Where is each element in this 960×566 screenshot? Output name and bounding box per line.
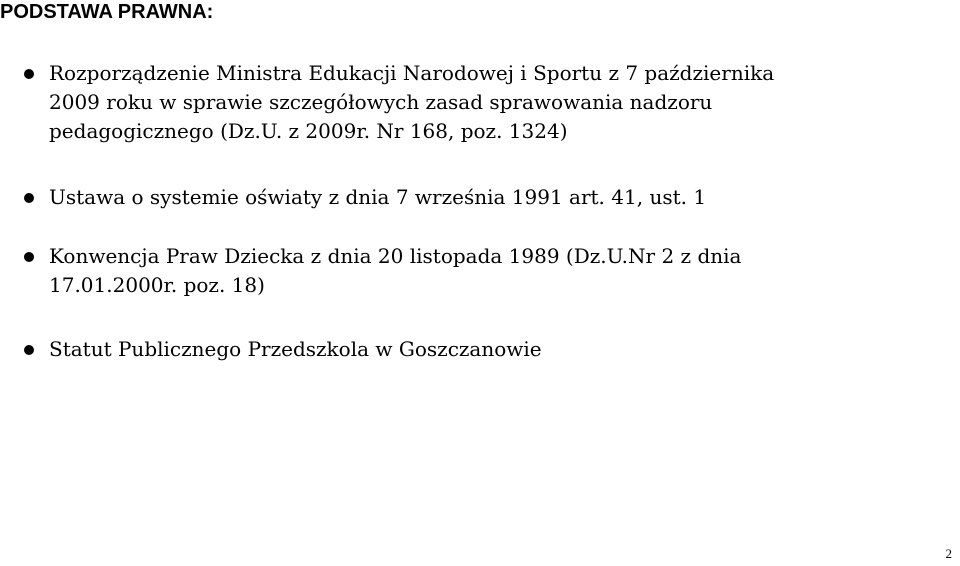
list-item-line: Statut Publicznego Przedszkola w Goszczanowie — [49, 337, 542, 361]
list-item-line: 2009 roku w sprawie szczegółowych zasad sprawowania nadzoru — [49, 90, 713, 114]
list-item-line: Ustawa o systemie oświaty z dnia 7 września 1991 art. 41, ust. 1 — [49, 185, 707, 209]
bullet-icon — [24, 69, 34, 79]
section-heading: PODSTAWA PRAWNA: — [0, 1, 214, 23]
list-item-line: Rozporządzenie Ministra Edukacji Narodowej i Sportu z 7 października — [49, 61, 775, 85]
page-number: 2 — [945, 546, 952, 561]
bullet-icon — [24, 252, 34, 262]
list-item-text — [49, 59, 939, 146]
list-item-line: pedagogicznego (Dz.U. z 2009r. Nr 168, poz. 1324) — [49, 119, 568, 143]
list-item-line: Konwencja Praw Dziecka z dnia 20 listopada 1989 (Dz.U.Nr 2 z dnia — [49, 244, 742, 268]
list-item-line: 17.01.2000r. poz. 18) — [49, 273, 265, 297]
bullet-icon — [24, 193, 34, 203]
bullet-icon — [24, 345, 34, 355]
list-item-text — [49, 242, 939, 300]
list-item-text — [49, 183, 939, 212]
list-item-text — [49, 335, 939, 364]
